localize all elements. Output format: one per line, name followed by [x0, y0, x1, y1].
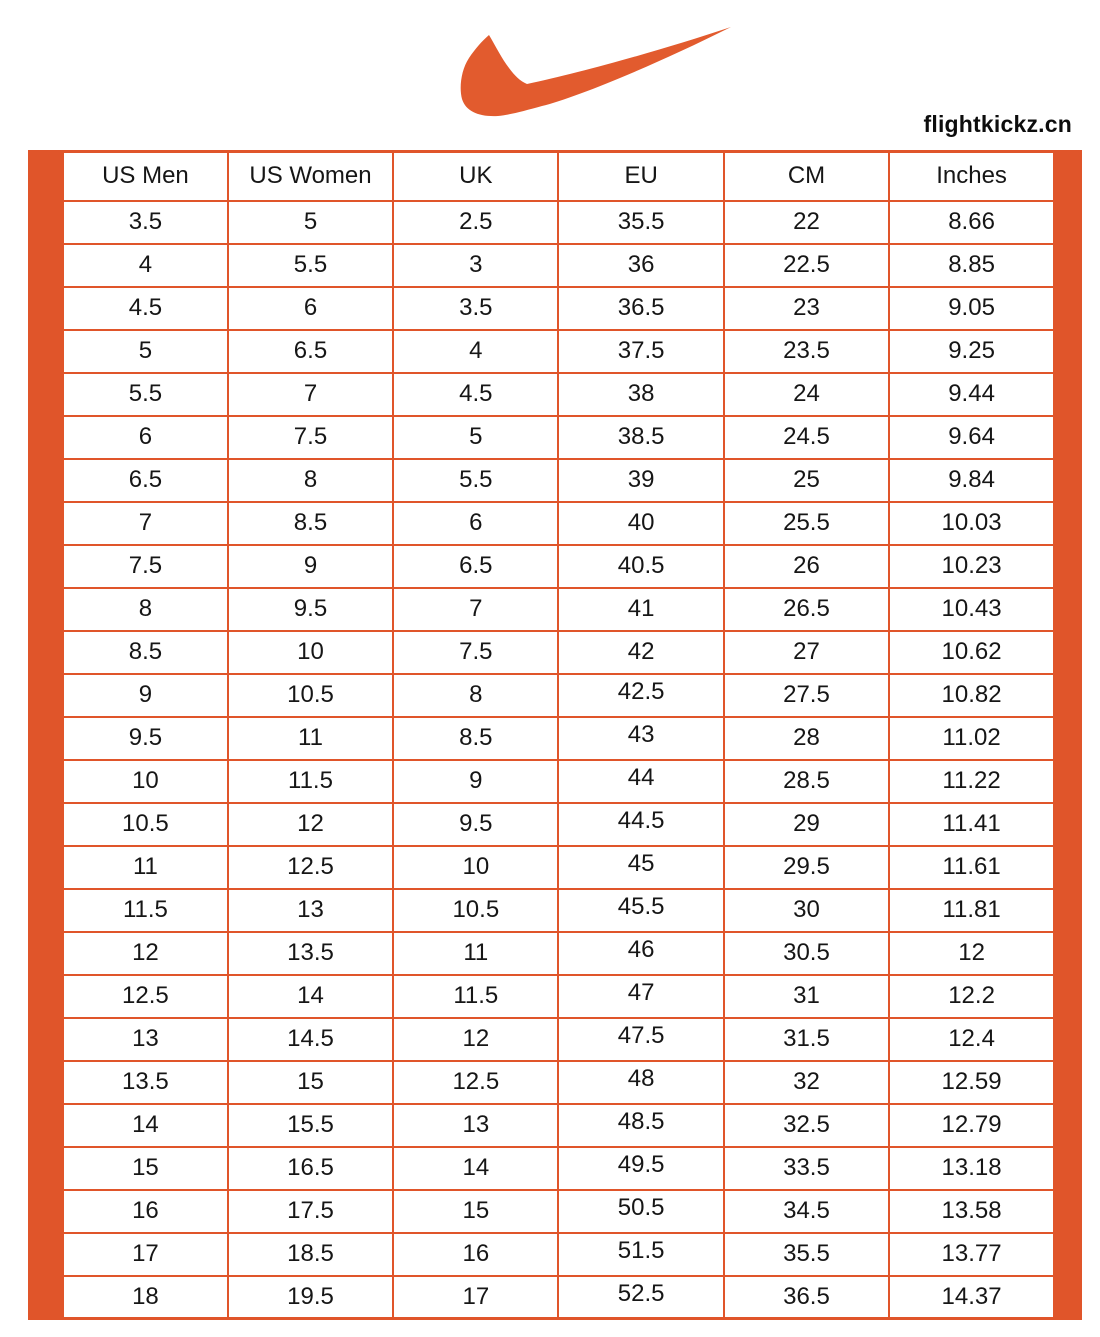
size-cell: 40.5	[558, 545, 723, 588]
size-cell: 13	[63, 1018, 228, 1061]
size-cell: 7.5	[393, 631, 558, 674]
size-cell: 6.5	[393, 545, 558, 588]
size-cell: 4.5	[63, 287, 228, 330]
table-row	[63, 889, 1055, 932]
size-cell: 10.03	[889, 502, 1054, 545]
size-cell: 5.5	[228, 244, 393, 287]
size-cell: 44.5	[558, 803, 723, 846]
size-cell: 7	[63, 502, 228, 545]
size-cell: 47	[558, 975, 723, 1018]
size-cell: 32.5	[724, 1104, 889, 1147]
size-cell: 13	[228, 889, 393, 932]
size-cell: 5.5	[393, 459, 558, 502]
size-cell: 13.5	[63, 1061, 228, 1104]
table-row	[63, 803, 1055, 846]
size-cell: 10.23	[889, 545, 1054, 588]
size-cell: 17.5	[228, 1190, 393, 1233]
site-watermark: flightkickz.cn	[923, 111, 1072, 137]
size-cell: 10.5	[63, 803, 228, 846]
size-cell: 13.58	[889, 1190, 1054, 1233]
size-cell: 5	[228, 201, 393, 244]
size-cell: 9.5	[393, 803, 558, 846]
size-cell: 48	[558, 1061, 723, 1104]
size-cell: 23	[724, 287, 889, 330]
size-cell: 14	[63, 1104, 228, 1147]
size-cell: 11	[393, 932, 558, 975]
size-cell: 40	[558, 502, 723, 545]
size-cell: 24	[724, 373, 889, 416]
size-cell: 11.61	[889, 846, 1054, 889]
size-cell: 8.5	[393, 717, 558, 760]
table-body	[63, 201, 1055, 1319]
size-cell: 11	[228, 717, 393, 760]
size-cell: 9.44	[889, 373, 1054, 416]
size-cell: 31	[724, 975, 889, 1018]
size-cell: 13	[393, 1104, 558, 1147]
table-row	[63, 1104, 1055, 1147]
table-row	[63, 1147, 1055, 1190]
table-row	[63, 760, 1055, 803]
table-row	[63, 1233, 1055, 1276]
size-cell: 5	[63, 330, 228, 373]
size-cell: 15	[393, 1190, 558, 1233]
size-cell: 11.22	[889, 760, 1054, 803]
size-cell: 15	[228, 1061, 393, 1104]
size-cell: 47.5	[558, 1018, 723, 1061]
size-cell: 8	[393, 674, 558, 717]
size-cell: 16	[393, 1233, 558, 1276]
size-cell: 7	[393, 588, 558, 631]
size-cell: 4	[393, 330, 558, 373]
size-cell: 42.5	[558, 674, 723, 717]
size-cell: 31.5	[724, 1018, 889, 1061]
size-cell: 29	[724, 803, 889, 846]
size-cell: 15.5	[228, 1104, 393, 1147]
size-cell: 17	[63, 1233, 228, 1276]
size-conversion-table	[61, 150, 1056, 1320]
size-cell: 11	[63, 846, 228, 889]
size-cell: 50.5	[558, 1190, 723, 1233]
size-cell: 6.5	[228, 330, 393, 373]
size-cell: 45	[558, 846, 723, 889]
size-cell: 12.2	[889, 975, 1054, 1018]
size-cell: 35.5	[724, 1233, 889, 1276]
size-cell: 12.79	[889, 1104, 1054, 1147]
size-cell: 8.66	[889, 201, 1054, 244]
size-cell: 10.82	[889, 674, 1054, 717]
table-row	[63, 1061, 1055, 1104]
table-row	[63, 631, 1055, 674]
size-cell: 12	[63, 932, 228, 975]
size-cell: 9.5	[228, 588, 393, 631]
size-cell: 18	[63, 1276, 228, 1319]
size-cell: 11.02	[889, 717, 1054, 760]
size-cell: 44	[558, 760, 723, 803]
size-cell: 11.81	[889, 889, 1054, 932]
size-cell: 6	[63, 416, 228, 459]
table-row	[63, 201, 1055, 244]
size-cell: 38.5	[558, 416, 723, 459]
size-cell: 4.5	[393, 373, 558, 416]
table-row	[63, 416, 1055, 459]
size-cell: 12.59	[889, 1061, 1054, 1104]
size-cell: 10.43	[889, 588, 1054, 631]
column-header-us-men: US Men	[63, 152, 228, 201]
size-cell: 35.5	[558, 201, 723, 244]
table-header	[63, 152, 1055, 201]
size-cell: 3.5	[393, 287, 558, 330]
size-cell: 6.5	[63, 459, 228, 502]
table-row	[63, 1276, 1055, 1319]
size-cell: 48.5	[558, 1104, 723, 1147]
size-cell: 11.41	[889, 803, 1054, 846]
column-header-cm: CM	[724, 152, 889, 201]
column-header-uk: UK	[393, 152, 558, 201]
size-cell: 3	[393, 244, 558, 287]
size-cell: 13.18	[889, 1147, 1054, 1190]
table-row	[63, 459, 1055, 502]
size-cell: 22.5	[724, 244, 889, 287]
size-cell: 37.5	[558, 330, 723, 373]
size-cell: 9	[63, 674, 228, 717]
size-cell: 12	[393, 1018, 558, 1061]
size-cell: 14	[393, 1147, 558, 1190]
size-cell: 2.5	[393, 201, 558, 244]
size-cell: 19.5	[228, 1276, 393, 1319]
size-cell: 5.5	[63, 373, 228, 416]
size-cell: 10	[228, 631, 393, 674]
size-cell: 26	[724, 545, 889, 588]
size-cell: 43	[558, 717, 723, 760]
size-cell: 11.5	[393, 975, 558, 1018]
table-row	[63, 244, 1055, 287]
table-row	[63, 717, 1055, 760]
size-cell: 12	[228, 803, 393, 846]
table-row	[63, 975, 1055, 1018]
size-cell: 25	[724, 459, 889, 502]
table-row	[63, 1190, 1055, 1233]
table-row	[63, 287, 1055, 330]
size-cell: 5	[393, 416, 558, 459]
table-row	[63, 932, 1055, 975]
size-cell: 15	[63, 1147, 228, 1190]
size-cell: 27	[724, 631, 889, 674]
size-cell: 13.5	[228, 932, 393, 975]
size-cell: 3.5	[63, 201, 228, 244]
size-cell: 28	[724, 717, 889, 760]
size-cell: 14.5	[228, 1018, 393, 1061]
size-cell: 29.5	[724, 846, 889, 889]
size-cell: 8	[63, 588, 228, 631]
size-cell: 7.5	[63, 545, 228, 588]
size-cell: 30	[724, 889, 889, 932]
size-cell: 24.5	[724, 416, 889, 459]
size-cell: 10.5	[228, 674, 393, 717]
size-cell: 36.5	[724, 1276, 889, 1319]
size-cell: 39	[558, 459, 723, 502]
size-chart	[28, 150, 1082, 1320]
left-accent-bar	[28, 150, 61, 1320]
column-header-eu: EU	[558, 152, 723, 201]
size-cell: 9.84	[889, 459, 1054, 502]
size-cell: 11.5	[63, 889, 228, 932]
size-cell: 12.5	[63, 975, 228, 1018]
size-cell: 49.5	[558, 1147, 723, 1190]
size-cell: 23.5	[724, 330, 889, 373]
size-cell: 6	[228, 287, 393, 330]
size-cell: 52.5	[558, 1276, 723, 1319]
size-cell: 14	[228, 975, 393, 1018]
size-cell: 26.5	[724, 588, 889, 631]
table-row	[63, 674, 1055, 717]
size-cell: 8.85	[889, 244, 1054, 287]
size-cell: 8.5	[228, 502, 393, 545]
size-cell: 46	[558, 932, 723, 975]
size-cell: 33.5	[724, 1147, 889, 1190]
size-cell: 30.5	[724, 932, 889, 975]
size-cell: 13.77	[889, 1233, 1054, 1276]
size-cell: 38	[558, 373, 723, 416]
size-cell: 17	[393, 1276, 558, 1319]
size-cell: 9	[393, 760, 558, 803]
size-cell: 36.5	[558, 287, 723, 330]
size-cell: 8.5	[63, 631, 228, 674]
column-header-us-women: US Women	[228, 152, 393, 201]
header-row	[63, 152, 1055, 201]
column-header-inches: Inches	[889, 152, 1054, 201]
table-row	[63, 502, 1055, 545]
size-cell: 12.5	[228, 846, 393, 889]
size-cell: 10	[63, 760, 228, 803]
table-row	[63, 373, 1055, 416]
size-cell: 42	[558, 631, 723, 674]
size-cell: 9.64	[889, 416, 1054, 459]
size-cell: 28.5	[724, 760, 889, 803]
size-cell: 9.05	[889, 287, 1054, 330]
size-cell: 12.4	[889, 1018, 1054, 1061]
size-cell: 12.5	[393, 1061, 558, 1104]
size-cell: 9.5	[63, 717, 228, 760]
size-cell: 10	[393, 846, 558, 889]
size-cell: 34.5	[724, 1190, 889, 1233]
size-cell: 7.5	[228, 416, 393, 459]
size-cell: 51.5	[558, 1233, 723, 1276]
size-cell: 22	[724, 201, 889, 244]
size-cell: 9	[228, 545, 393, 588]
size-cell: 11.5	[228, 760, 393, 803]
size-cell: 27.5	[724, 674, 889, 717]
size-cell: 18.5	[228, 1233, 393, 1276]
size-cell: 14.37	[889, 1276, 1054, 1319]
table-row	[63, 846, 1055, 889]
table-row	[63, 545, 1055, 588]
size-cell: 36	[558, 244, 723, 287]
nike-swoosh-logo	[453, 26, 735, 120]
right-accent-bar	[1056, 150, 1082, 1320]
size-cell: 10.62	[889, 631, 1054, 674]
size-cell: 16.5	[228, 1147, 393, 1190]
size-cell: 9.25	[889, 330, 1054, 373]
size-cell: 10.5	[393, 889, 558, 932]
size-cell: 16	[63, 1190, 228, 1233]
table-row	[63, 588, 1055, 631]
size-cell: 8	[228, 459, 393, 502]
size-cell: 7	[228, 373, 393, 416]
table-row	[63, 1018, 1055, 1061]
table-row	[63, 330, 1055, 373]
size-cell: 41	[558, 588, 723, 631]
size-cell: 12	[889, 932, 1054, 975]
size-cell: 4	[63, 244, 228, 287]
size-cell: 32	[724, 1061, 889, 1104]
size-cell: 45.5	[558, 889, 723, 932]
size-cell: 25.5	[724, 502, 889, 545]
size-cell: 6	[393, 502, 558, 545]
